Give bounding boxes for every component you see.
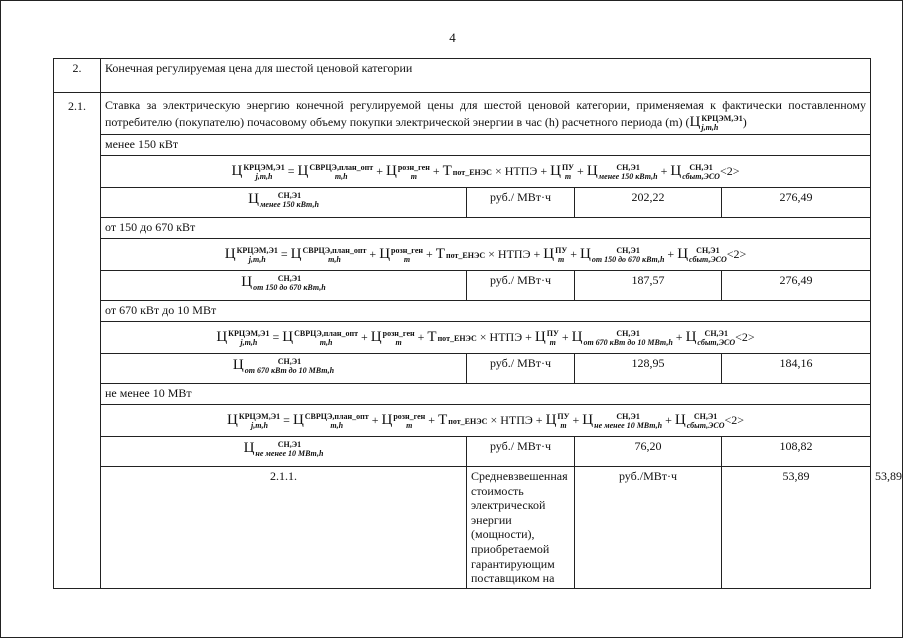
value-cell-2: 184,16 — [722, 353, 871, 383]
formula-note: <2> — [724, 412, 745, 427]
symbol-sub: от 670 кВт до 10 МВт,h — [244, 366, 335, 376]
formula-note: <2> — [719, 163, 740, 178]
symbol-sup: СВРЦЭ,план_опт — [304, 412, 369, 421]
component-symbol — [243, 439, 324, 459]
formula-term-6 — [685, 328, 736, 347]
symbol-sup: СН,Э1 — [696, 246, 720, 255]
symbol-sub: m — [564, 172, 572, 181]
component-symbol — [232, 356, 335, 376]
symbol-sub: m — [549, 338, 556, 347]
price-symbol: Ц — [290, 245, 302, 262]
price-symbol: Ц — [248, 190, 259, 207]
formula-term-3 — [427, 330, 476, 344]
symbol-sup: розн_ген — [391, 246, 423, 255]
unit-cell: руб./ МВт·ч — [467, 353, 575, 383]
symbol-sup: СН,Э1 — [277, 357, 302, 367]
unit-cell: руб./МВт·ч — [575, 466, 722, 588]
table-row — [54, 353, 871, 383]
formula-lhs — [216, 328, 270, 347]
symbol-sub: j,m,h — [701, 122, 719, 132]
section-label: менее 150 кВт — [101, 134, 871, 155]
price-symbol: Ц — [571, 328, 583, 345]
formula-term-1 — [282, 328, 359, 347]
formula-cell: Ц КРЦЭМ,Э1 j,m,h = Ц СВРЦЭ,план_опт m,h + Ц розн_ген m + Т пот_ЕНЭС × НТПЭ + Ц ПУ m + Ц СН,Э1 не менее 10 МВт,h + Ц СН,Э1 сбыт,ЭСО <2> — [101, 404, 871, 436]
symbol-sup: КРЦЭМ,Э1 — [243, 163, 285, 172]
symbol-sup: пот_ЕНЭС — [445, 250, 486, 260]
tariff-symbol: Т — [438, 411, 448, 428]
symbol-sup: розн_ген — [397, 163, 430, 172]
table-row — [54, 217, 871, 238]
symbol-sup: СН,Э1 — [616, 329, 640, 338]
symbol-sub: j,m,h — [240, 338, 258, 347]
symbol-sub: сбыт,ЭСО — [686, 421, 725, 430]
component-symbol-cell — [101, 270, 467, 300]
symbol-sup: СВРЦЭ,план_опт — [302, 246, 367, 255]
symbol-sub: не менее 10 МВт,h — [594, 421, 663, 430]
symbol-sup: СВРЦЭ,план_опт — [309, 163, 374, 172]
table-row — [54, 404, 871, 436]
symbol-sup: СВРЦЭ,план_опт — [294, 329, 359, 338]
section-label: от 670 кВт до 10 МВт — [101, 300, 871, 321]
formula-term-4 — [545, 411, 570, 430]
table-row — [54, 270, 871, 300]
price-symbol: Ц — [227, 411, 238, 428]
symbol-sup: пот_ЕНЭС — [437, 333, 477, 343]
price-symbol: Ц — [586, 162, 598, 179]
component-symbol-cell — [101, 436, 467, 466]
component-symbol-cell — [101, 187, 467, 217]
tariff-table — [53, 58, 903, 589]
formula-term-5 — [571, 328, 673, 347]
formula-term-6 — [674, 411, 725, 430]
symbol-sub: m,h — [330, 421, 344, 430]
symbol-sup: КРЦЭМ,Э1 — [236, 246, 278, 255]
symbol-sup: СН,Э1 — [704, 329, 728, 338]
table-row — [54, 59, 871, 93]
price-symbol: Ц — [282, 328, 294, 345]
price-symbol: Ц — [370, 328, 382, 345]
price-symbol: Ц — [674, 411, 686, 428]
symbol-sup: ПУ — [546, 329, 559, 338]
table-row — [54, 187, 871, 217]
symbol-sub: m,h — [328, 255, 341, 264]
price-symbol: Ц — [292, 411, 304, 428]
section-label: от 150 до 670 кВт — [101, 217, 871, 238]
formula-term-2 — [379, 245, 423, 264]
symbol-sub: j,m,h — [248, 255, 266, 264]
row-number: 2. — [54, 59, 101, 93]
unit-cell: руб./ МВт·ч — [467, 270, 575, 300]
symbol-sub: от 150 до 670 кВт,h — [591, 255, 665, 264]
symbol-sub: m — [406, 421, 413, 430]
symbol-sup: пот_ЕНЭС — [452, 167, 492, 177]
formula-term-3 — [438, 413, 487, 427]
value-cell-1: 53,89 — [722, 466, 871, 588]
symbol-sub: менее 150 кВт,h — [259, 200, 319, 210]
symbol-sub: сбыт,ЭСО — [697, 338, 736, 347]
price-symbol: Ц — [381, 411, 393, 428]
symbol-sub: m — [403, 255, 411, 264]
table-row — [54, 238, 871, 270]
formula-lhs — [224, 245, 278, 264]
value-cell-1: 76,20 — [575, 436, 722, 466]
unit-cell: руб./ МВт·ч — [467, 436, 575, 466]
price-symbol: Ц — [386, 162, 397, 179]
table-row — [54, 134, 871, 155]
price-symbol: Ц — [534, 328, 546, 345]
formula-term-3 — [436, 247, 485, 261]
table-row: 2.1.1. Средневзвешенная стоимость электрической энергии (мощности), приобретаемой гарантирующим поставщиком на руб./МВт·ч 53,89 53,89 — [54, 466, 871, 588]
price-symbol: Ц — [297, 162, 309, 179]
tariff-symbol: Т — [435, 245, 445, 262]
table-row — [54, 300, 871, 321]
formula-term-4 — [550, 162, 575, 181]
value-cell-2: 276,49 — [722, 270, 871, 300]
symbol-sub: m — [395, 338, 402, 347]
price-symbol: Ц — [216, 328, 228, 345]
symbol-sup: КРЦЭМ,Э1 — [238, 412, 281, 421]
formula-note: <2> — [726, 246, 747, 261]
component-symbol — [241, 273, 326, 293]
formula-term-5 — [582, 411, 663, 430]
symbol-sub: менее 150 кВт,h — [598, 172, 658, 181]
symbol-sub: m — [560, 421, 567, 430]
component-symbol — [248, 190, 319, 210]
symbol-sup: КРЦЭМ,Э1 — [701, 113, 743, 123]
page-number: 4 — [449, 30, 456, 45]
value-cell-2: 276,49 — [722, 187, 871, 217]
symbol-sub: m,h — [319, 338, 333, 347]
formula-cell: Ц КРЦЭМ,Э1 j,m,h = Ц СВРЦЭ,план_опт m,h + Ц розн_ген m + Т пот_ЕНЭС × НТПЭ + Ц ПУ m + Ц СН,Э1 менее 150 кВт,h + Ц СН,Э1 сбыт,ЭСО <2> — [101, 155, 871, 187]
formula-term-2 — [370, 328, 415, 347]
row-number: 2.1.1. — [101, 466, 467, 588]
formula-term-4 — [543, 245, 568, 264]
table-row — [54, 93, 871, 135]
price-symbol: Ц — [670, 162, 682, 179]
row-description-text: Ставка за электрическую энергию конечной регулируемой цены для шестой ценовой категории, применяемая к фактически поставленному потребителю (покупателю) почасовому объему покупки электрической энергии в час (h) расчетного периода (m) — [105, 98, 867, 129]
formula-term-1 — [297, 162, 374, 181]
symbol-sup: розн_ген — [393, 412, 426, 421]
tariff-symbol: Т — [427, 328, 437, 345]
formula-lhs — [227, 411, 281, 430]
section-label: не менее 10 МВт — [101, 383, 871, 404]
symbol-sub: не менее 10 МВт,h — [255, 449, 324, 459]
symbol-sup: СН,Э1 — [277, 440, 302, 450]
value-cell-1: 187,57 — [575, 270, 722, 300]
symbol-sub: сбыт,ЭСО — [682, 172, 720, 181]
symbol-sub: m — [410, 172, 417, 181]
table-row — [54, 436, 871, 466]
formula-cell: Ц КРЦЭМ,Э1 j,m,h = Ц СВРЦЭ,план_опт m,h + Ц розн_ген m + Т пот_ЕНЭС × НТПЭ + Ц ПУ m + Ц СН,Э1 от 670 кВт до 10 МВт,h + Ц СН,Э1 сбыт,ЭСО <2> — [101, 321, 871, 353]
formula-term-3 — [443, 164, 492, 178]
symbol-sup: ПУ — [555, 246, 568, 255]
row-description: Средневзвешенная стоимость электрической энергии (мощности), приобретаемой гарантирующим поставщиком на — [467, 466, 575, 588]
formula-term-6 — [677, 245, 727, 264]
symbol-sup: СН,Э1 — [616, 163, 640, 172]
symbol-sub: j,m,h — [255, 172, 273, 181]
row-description: Ставка за электрическую энергию конечной регулируемой цены для шестой ценовой категории, применяемая к фактически поставленному потребителю (покупателю) почасовому объему покупки электрической энергии в час (h) расчетного периода (m) (Ц КРЦЭМ,Э1 j,m,h ) — [101, 93, 871, 135]
price-symbol: Ц — [243, 439, 255, 456]
price-symbol: Ц — [582, 411, 594, 428]
price-symbol: Ц — [231, 162, 243, 179]
formula-term-5 — [580, 245, 665, 264]
tariff-symbol: Т — [442, 162, 452, 179]
symbol-sup: ПУ — [557, 412, 570, 421]
symbol-sub: m,h — [334, 172, 348, 181]
unit-cell: руб./ МВт·ч — [467, 187, 575, 217]
symbol-sup: ПУ — [561, 163, 575, 172]
symbol-sub: от 150 до 670 кВт,h — [253, 283, 326, 293]
formula-term-1 — [292, 411, 369, 430]
symbol-sup: СН,Э1 — [616, 246, 640, 255]
price-symbol: Ц — [379, 245, 391, 262]
formula-term-6 — [670, 162, 720, 181]
price-symbol: Ц — [543, 245, 555, 262]
price-symbol: Ц — [689, 113, 701, 130]
symbol-sup: СН,Э1 — [277, 191, 302, 201]
component-symbol-cell — [101, 353, 467, 383]
value-cell-1: 202,22 — [575, 187, 722, 217]
price-symbol: Ц — [677, 245, 689, 262]
formula-lhs — [231, 162, 285, 181]
price-symbol: Ц — [545, 411, 557, 428]
formula-term-2 — [381, 411, 426, 430]
symbol-sub: m — [558, 255, 565, 264]
symbol-sub: сбыт,ЭСО — [689, 255, 727, 264]
price-symbol: Ц — [224, 245, 236, 262]
symbol-sup: розн_ген — [382, 329, 415, 338]
table-row — [54, 155, 871, 187]
formula-term-2 — [386, 162, 430, 181]
table-row — [54, 383, 871, 404]
symbol-sub: от 670 кВт до 10 МВт,h — [583, 338, 673, 347]
price-symbol: Ц — [580, 245, 591, 262]
table-row — [54, 321, 871, 353]
symbol-sup: КРЦЭМ,Э1 — [228, 329, 270, 338]
formula-term-4 — [534, 328, 559, 347]
row-title: Конечная регулируемая цена для шестой ценовой категории — [101, 59, 871, 93]
formula-term-5 — [586, 162, 658, 181]
symbol-sup: СН,Э1 — [616, 412, 640, 421]
price-symbol: Ц — [241, 273, 253, 290]
formula-note: <2> — [735, 329, 755, 344]
symbol-sup: пот_ЕНЭС — [448, 416, 488, 426]
formula-cell: Ц КРЦЭМ,Э1 j,m,h = Ц СВРЦЭ,план_опт m,h + Ц розн_ген m + Т пот_ЕНЭС × НТПЭ + Ц ПУ m + Ц СН,Э1 от 150 до 670 кВт,h + Ц СН,Э1 сбыт,ЭСО <2> — [101, 238, 871, 270]
row-number: 2.1. — [54, 93, 101, 589]
price-symbol: Ц — [685, 328, 697, 345]
value-cell-1: 128,95 — [575, 353, 722, 383]
symbol-sub: j,m,h — [251, 421, 268, 430]
symbol-sup: СН,Э1 — [693, 412, 718, 421]
value-cell-2: 108,82 — [722, 436, 871, 466]
symbol-sup: СН,Э1 — [277, 274, 302, 284]
price-symbol: Ц — [232, 356, 244, 373]
formula-term-1 — [290, 245, 367, 264]
price-symbol: Ц — [550, 162, 561, 179]
symbol-sup: СН,Э1 — [689, 163, 713, 172]
